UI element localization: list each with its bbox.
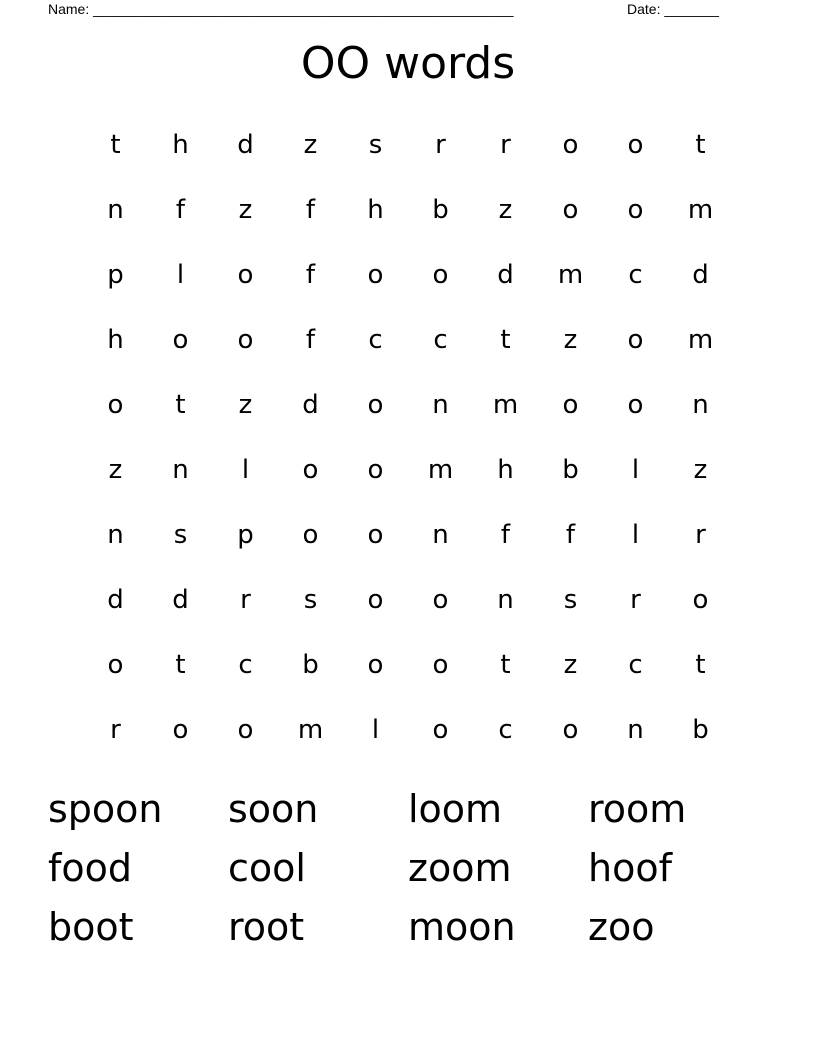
grid-cell: c bbox=[368, 324, 383, 355]
grid-cell: o bbox=[367, 649, 384, 680]
grid-cell: t bbox=[695, 129, 706, 160]
grid-cell: o bbox=[432, 714, 449, 745]
date-line: Date: _______ bbox=[627, 1, 719, 17]
grid-cell: l bbox=[241, 454, 250, 485]
grid-cell: m bbox=[297, 714, 324, 745]
grid-cell: o bbox=[107, 649, 124, 680]
word-bank-item: zoo bbox=[588, 905, 655, 949]
grid-cell: c bbox=[498, 714, 513, 745]
word-bank-item: cool bbox=[228, 846, 306, 890]
grid-cell: o bbox=[627, 324, 644, 355]
grid-cell: n bbox=[432, 389, 449, 420]
grid-cell: t bbox=[695, 649, 706, 680]
page-title: OO words bbox=[300, 38, 516, 89]
grid-cell: n bbox=[107, 194, 124, 225]
word-bank-item: boot bbox=[48, 905, 134, 949]
grid-cell: c bbox=[238, 649, 253, 680]
grid-cell: n bbox=[172, 454, 189, 485]
word-bank-item: zoom bbox=[408, 846, 512, 890]
grid-cell: l bbox=[371, 714, 380, 745]
grid-cell: b bbox=[302, 649, 319, 680]
grid-cell: o bbox=[172, 714, 189, 745]
grid-cell: d bbox=[302, 389, 319, 420]
grid-cell: r bbox=[630, 584, 641, 615]
grid-cell: p bbox=[107, 259, 124, 290]
word-search-grid bbox=[83, 112, 733, 762]
grid-cell: f bbox=[175, 194, 186, 225]
grid-cell: m bbox=[687, 324, 714, 355]
worksheet-header bbox=[48, 0, 748, 20]
grid-cell: f bbox=[305, 194, 316, 225]
grid-cell: s bbox=[368, 129, 383, 160]
grid-cell: o bbox=[562, 714, 579, 745]
word-bank-item: food bbox=[48, 846, 132, 890]
grid-cell: h bbox=[367, 194, 384, 225]
grid-cell: o bbox=[367, 454, 384, 485]
grid-cell: f bbox=[565, 519, 576, 550]
grid-cell: m bbox=[427, 454, 454, 485]
grid-cell: o bbox=[627, 389, 644, 420]
grid-cell: h bbox=[172, 129, 189, 160]
grid-cell: n bbox=[692, 389, 709, 420]
grid-cell: n bbox=[107, 519, 124, 550]
grid-cell: l bbox=[631, 454, 640, 485]
grid-cell: o bbox=[237, 324, 254, 355]
grid-cell: o bbox=[172, 324, 189, 355]
grid-cell: d bbox=[237, 129, 254, 160]
grid-cell: d bbox=[497, 259, 514, 290]
grid-cell: d bbox=[692, 259, 709, 290]
grid-cell: z bbox=[108, 454, 123, 485]
grid-cell: o bbox=[627, 194, 644, 225]
grid-cell: l bbox=[631, 519, 640, 550]
grid-cell: s bbox=[563, 584, 578, 615]
grid-cell: o bbox=[562, 389, 579, 420]
word-bank bbox=[48, 780, 768, 957]
grid-cell: f bbox=[500, 519, 511, 550]
grid-cell: r bbox=[695, 519, 706, 550]
grid-cell: s bbox=[303, 584, 318, 615]
grid-cell: o bbox=[692, 584, 709, 615]
grid-cell: o bbox=[432, 584, 449, 615]
grid-cell: o bbox=[237, 714, 254, 745]
grid-cell: p bbox=[237, 519, 254, 550]
grid-cell: h bbox=[107, 324, 124, 355]
grid-cell: f bbox=[305, 324, 316, 355]
grid-cell: n bbox=[432, 519, 449, 550]
grid-cell: r bbox=[435, 129, 446, 160]
grid-cell: z bbox=[563, 649, 578, 680]
grid-cell: n bbox=[497, 584, 514, 615]
grid-cell: r bbox=[110, 714, 121, 745]
grid-cell: c bbox=[628, 649, 643, 680]
grid-cell: d bbox=[172, 584, 189, 615]
grid-cell: z bbox=[238, 194, 253, 225]
grid-cell: t bbox=[175, 649, 186, 680]
grid-cell: o bbox=[367, 389, 384, 420]
word-bank-item: root bbox=[228, 905, 305, 949]
grid-cell: c bbox=[433, 324, 448, 355]
word-bank-item: hoof bbox=[588, 846, 672, 890]
grid-cell: z bbox=[498, 194, 513, 225]
grid-cell: m bbox=[687, 194, 714, 225]
grid-cell: t bbox=[110, 129, 121, 160]
grid-cell: f bbox=[305, 259, 316, 290]
grid-cell: z bbox=[563, 324, 578, 355]
grid-cell: n bbox=[627, 714, 644, 745]
grid-cell: s bbox=[173, 519, 188, 550]
grid-cell: c bbox=[628, 259, 643, 290]
word-bank-item: room bbox=[588, 787, 687, 831]
grid-cell: b bbox=[692, 714, 709, 745]
grid-cell: o bbox=[367, 519, 384, 550]
grid-cell: t bbox=[175, 389, 186, 420]
grid-cell: o bbox=[562, 129, 579, 160]
grid-cell: m bbox=[492, 389, 519, 420]
grid-cell: o bbox=[432, 259, 449, 290]
grid-cell: h bbox=[497, 454, 514, 485]
grid-cell: o bbox=[237, 259, 254, 290]
grid-cell: o bbox=[302, 454, 319, 485]
grid-cell: o bbox=[367, 259, 384, 290]
grid-cell: b bbox=[432, 194, 449, 225]
name-line: Name: ______________________________________________________ bbox=[48, 1, 514, 17]
grid-cell: r bbox=[500, 129, 511, 160]
grid-cell: z bbox=[303, 129, 318, 160]
grid-cell: o bbox=[432, 649, 449, 680]
grid-cell: o bbox=[627, 129, 644, 160]
grid-cell: t bbox=[500, 324, 511, 355]
word-bank-item: spoon bbox=[48, 787, 163, 831]
grid-cell: d bbox=[107, 584, 124, 615]
grid-cell: l bbox=[176, 259, 185, 290]
grid-cell: b bbox=[562, 454, 579, 485]
word-bank-item: loom bbox=[408, 787, 503, 831]
grid-cell: t bbox=[500, 649, 511, 680]
grid-cell: o bbox=[302, 519, 319, 550]
word-bank-item: moon bbox=[408, 905, 516, 949]
grid-cell: z bbox=[238, 389, 253, 420]
word-bank-item: soon bbox=[228, 787, 319, 831]
grid-cell: o bbox=[107, 389, 124, 420]
grid-cell: o bbox=[367, 584, 384, 615]
grid-cell: z bbox=[693, 454, 708, 485]
grid-cell: o bbox=[562, 194, 579, 225]
grid-cell: m bbox=[557, 259, 584, 290]
grid-cell: r bbox=[240, 584, 251, 615]
